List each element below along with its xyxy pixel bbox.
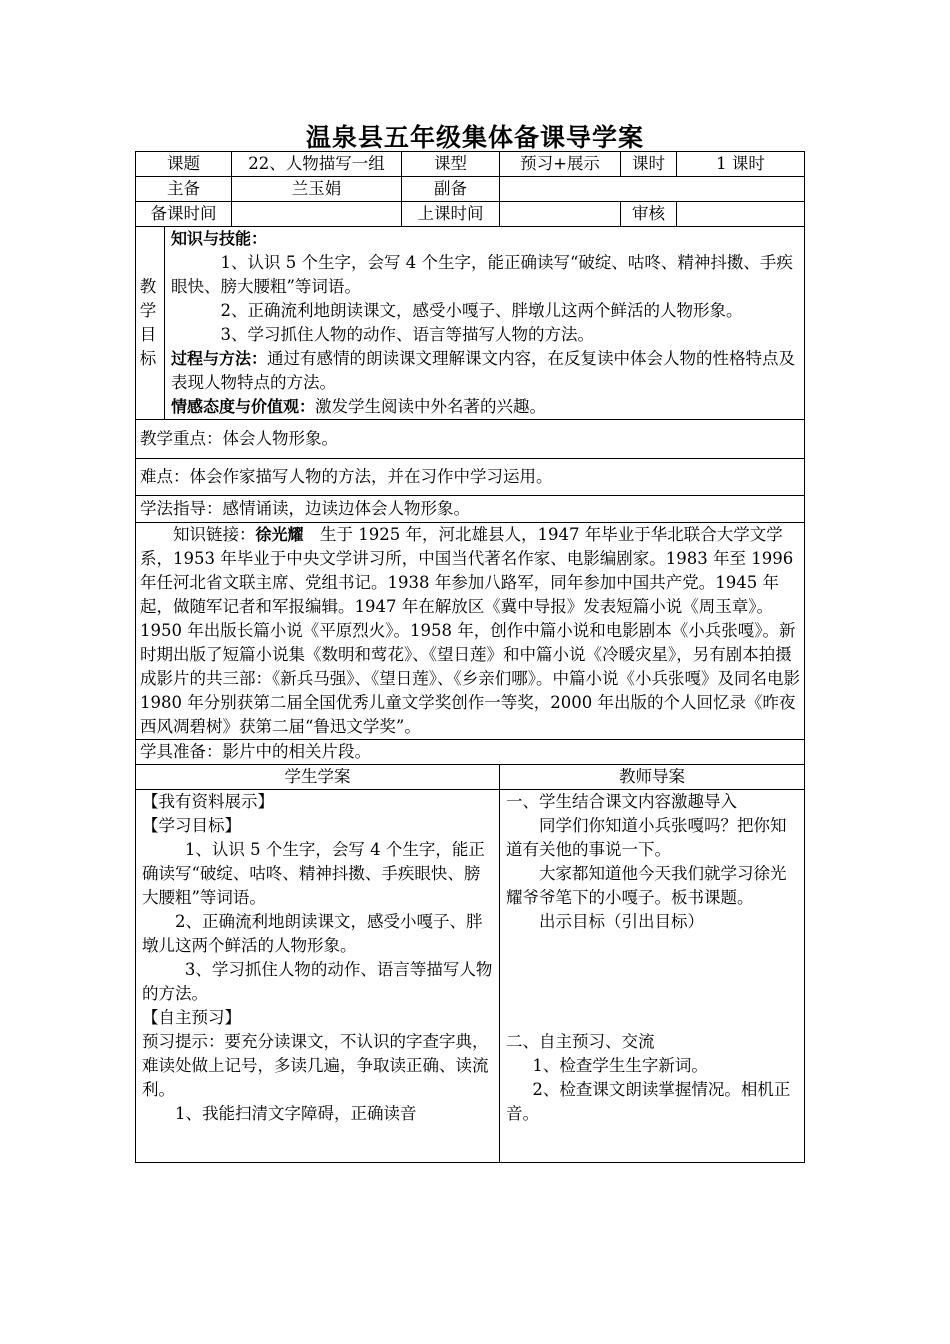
method-row <box>136 496 805 523</box>
teacher-item: 出示目标（引出目标） <box>539 912 704 931</box>
header-row-2 <box>136 177 805 202</box>
teacher-section: 二、自主预习、交流 <box>506 1032 655 1051</box>
label-review: 审核 <box>621 202 677 227</box>
teacher-item: 1、检查学生生字新词。 <box>532 1056 708 1075</box>
learning-method: 学法指导：感情诵读，边读边体会人物形象。 <box>136 496 805 523</box>
difficulty: 难点：体会作家描写人物的方法，并在习作中学习运用。 <box>136 459 805 496</box>
student-item: 2、正确流利地朗读课文，感受小嘎子、胖墩儿这两个鲜活的人物形象。 <box>142 912 483 955</box>
page-title: 温泉县五年级集体备课导学案 <box>305 123 644 152</box>
student-item: 3、学习抓住人物的动作、语言等描写人物的方法。 <box>142 960 493 1003</box>
objectives-emotion-heading: 情感态度与价值观： <box>171 397 316 416</box>
student-item: 1、我能扫清文字障碍，正确读音 <box>175 1104 417 1123</box>
key-point-row <box>136 420 805 459</box>
label-topic: 课题 <box>136 152 232 177</box>
label-periods: 课时 <box>621 152 677 177</box>
teacher-item: 2、检查课文朗读掌握情况。相机正音。 <box>506 1080 791 1123</box>
value-review <box>677 202 805 227</box>
value-type: 预习+展示 <box>500 152 621 177</box>
student-column-header: 学生学案 <box>136 765 500 790</box>
tools: 学具准备：影片中的相关片段。 <box>136 740 805 765</box>
student-section: 【我有资料展示】 <box>142 792 274 811</box>
knowledge-text: 生于 1925 年，河北雄县人，1947 年毕业于华北联合大学文学系，1953 年毕业于中央文学讲习所，中国当代著名作家、电影编剧家。1983 年至 1996 年任河北省文联主席、党组书记。1938 年参加八路军，同年参加中国共产党。1945 年起，做随军记者和军报编辑。1947 年在解放区《冀中导报》发表短篇小说《周玉章》。1950 年出版长篇小说《平原烈火》。1958 年，创作中篇小说和电影剧本《小兵张嘎》。新时期出版了短篇小说集《数明和莺花》、《望日莲》和中篇小说《冷暖灾星》，另有剧本拍摄成影片的共三部：《新兵马强》、《望日莲》、《乡亲们哪》。中篇小说《小兵张嘎》及同名电影 1980 年分别获第二届全国优秀儿童文学奖创作一等奖，2000 年出版的个人回忆录《昨夜西风凋碧树》获第二届“鲁迅文学奖”。 <box>140 525 800 736</box>
student-section: 【自主预习】 <box>142 1008 241 1027</box>
teacher-item: 大家都知道他今天我们就学习徐光耀爷爷笔下的小嘎子。板书课题。 <box>506 864 787 907</box>
lesson-plan-table <box>135 151 805 1163</box>
knowledge-prefix: 知识链接： <box>173 525 256 544</box>
tools-row <box>136 740 805 765</box>
key-point: 教学重点：体会人物形象。 <box>136 420 805 459</box>
objective-item: 3、学习抓住人物的动作、语言等描写人物的方法。 <box>220 325 594 344</box>
label-main-preparer: 主备 <box>136 177 232 202</box>
label-type: 课型 <box>402 152 500 177</box>
teacher-plan <box>500 790 805 1163</box>
value-main-preparer: 兰玉娟 <box>232 177 402 202</box>
label-class-time: 上课时间 <box>402 202 500 227</box>
objectives-row <box>136 227 805 420</box>
objectives-label: 教学目标 <box>139 277 157 368</box>
student-plan <box>136 790 500 1163</box>
label-prep-time: 备课时间 <box>136 202 232 227</box>
objectives-emotion-text: 激发学生阅读中外名著的兴趣。 <box>315 397 547 416</box>
student-item: 预习提示：要充分读课文，不认识的字查字典，难读处做上记号，多读几遍，争取读正确、读流利。 <box>142 1032 489 1099</box>
student-item: 1、认识 5 个生字，会写 4 个生字，能正确读写“破绽、咕咚、精神抖擞、手疾眼快、膀大腰粗”等词语。 <box>142 840 485 907</box>
content-row <box>136 790 805 1163</box>
teacher-column-header: 教师导案 <box>500 765 805 790</box>
objectives-knowledge-heading: 知识与技能： <box>171 229 268 248</box>
knowledge-link <box>140 523 800 739</box>
objectives-process-heading: 过程与方法： <box>171 349 268 368</box>
value-periods: 1 课时 <box>677 152 805 177</box>
teacher-item: 同学们你知道小兵张嘎吗？把你知道有关他的事说一下。 <box>506 816 787 859</box>
student-section: 【学习目标】 <box>142 816 241 835</box>
objective-item: 2、正确流利地朗读课文，感受小嘎子、胖墩儿这两个鲜活的人物形象。 <box>220 301 743 320</box>
value-topic: 22、人物描写一组 <box>232 152 402 177</box>
header-row-1 <box>136 152 805 177</box>
knowledge-row <box>136 523 805 740</box>
author-name: 徐光耀 <box>255 525 304 544</box>
label-assistant-preparer: 副备 <box>402 177 500 202</box>
objective-item: 1、认识 5 个生字，会写 4 个生字，能正确读写“破绽、咕咚、精神抖擞、手疾眼快、膀大腰粗”等词语。 <box>171 253 793 296</box>
objectives-process-text: 通过有感情的朗读课文理解课文内容，在反复读中体会人物的性格特点及表现人物特点的方法。 <box>171 349 796 392</box>
teacher-section: 一、学生结合课文内容激趣导入 <box>506 792 737 811</box>
value-prep-time <box>232 202 402 227</box>
difficulty-row <box>136 459 805 496</box>
columns-header-row <box>136 765 805 790</box>
header-row-3 <box>136 202 805 227</box>
value-class-time <box>500 202 621 227</box>
value-assistant-preparer <box>500 177 805 202</box>
